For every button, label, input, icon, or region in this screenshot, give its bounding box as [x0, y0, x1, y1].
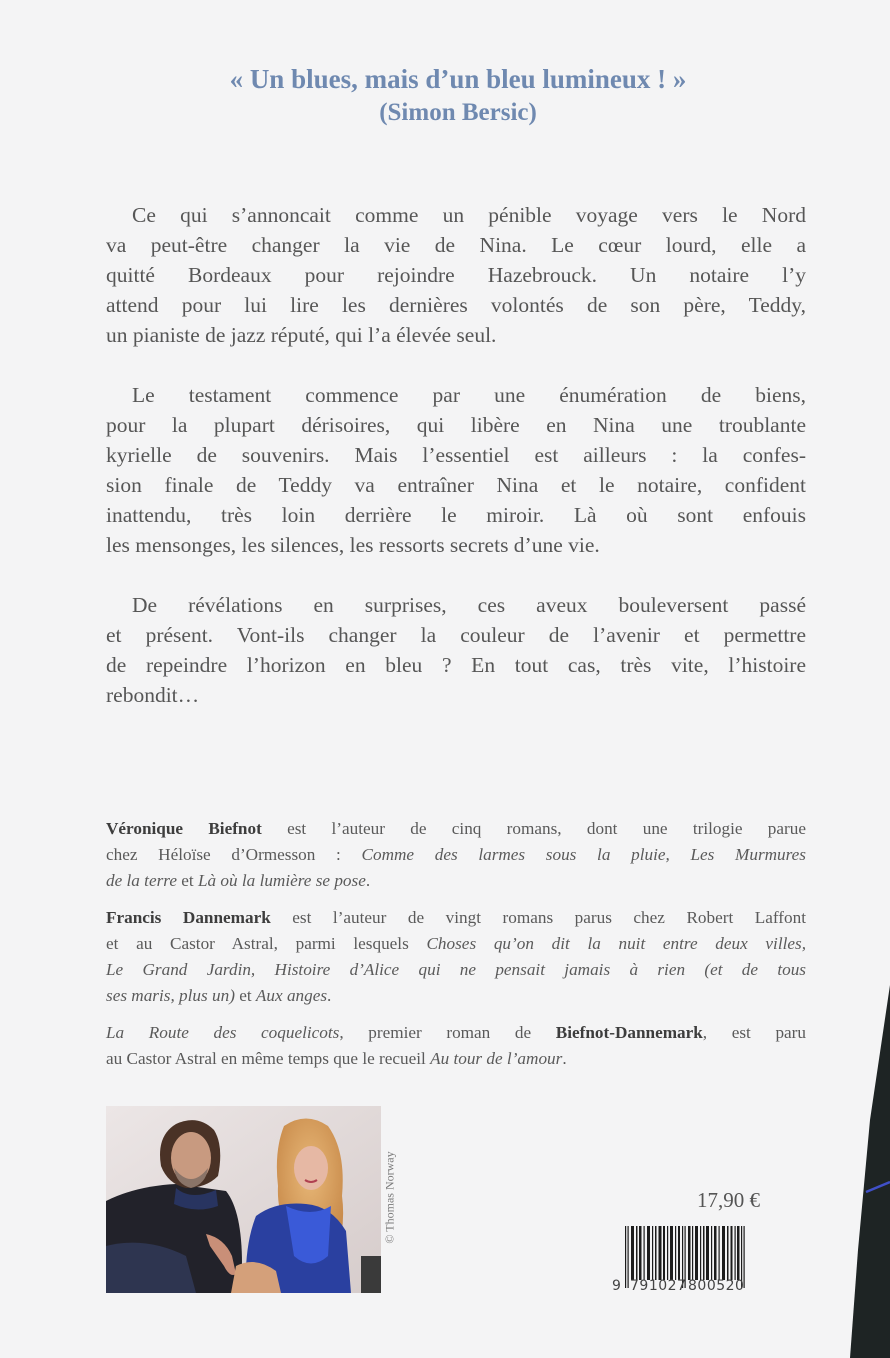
bio-text: . — [327, 986, 332, 1005]
author-name: Francis Dannemark — [106, 908, 271, 927]
book-title: de la terre — [106, 871, 177, 890]
text-line: De révélations en surprises, ces aveux bouleversent passé — [132, 593, 806, 617]
bio-text: . — [365, 871, 371, 890]
bio-text: , est paru — [702, 1023, 806, 1042]
text-line: sion finale de Teddy va entraîner Nina et le notaire, confident — [106, 473, 806, 497]
synopsis-paragraph-1 — [106, 200, 806, 350]
text-line: Le testament commence par une énumération de biens, — [132, 383, 806, 407]
text-line: rebondit… — [106, 683, 200, 707]
text-line: quitté Bordeaux pour rejoindre Hazebrouck. Un notaire l’y — [106, 263, 806, 287]
book-title: ses maris, plus un) — [106, 986, 235, 1005]
text-line: kyrielle de souvenirs. Mais l’essentiel est ailleurs : la confes- — [106, 443, 806, 467]
bio-text: et au Castor Astral, parmi lesquels — [106, 934, 427, 953]
book-title: Aux anges — [255, 986, 328, 1005]
barcode-group-1: 791027 — [630, 1278, 687, 1294]
authors-photo — [106, 1106, 381, 1293]
barcode-group-2: 800520 — [688, 1278, 745, 1294]
bio-text: est l’auteur de cinq romans, dont une trilogie parue — [261, 819, 806, 838]
book-title: Au tour de l’amour — [430, 1049, 563, 1068]
text-line: de repeindre l’horizon en bleu ? En tout cas, très vite, l’histoire — [106, 653, 806, 677]
text-line: pour la plupart dérisoires, qui libère en Nina une troublante — [106, 413, 806, 437]
book-title: Là où la lumière se pose — [197, 871, 366, 890]
book-title: Choses qu’on dit la nuit entre deux villes, — [426, 934, 806, 953]
author-name: Biefnot-Dannemark — [555, 1023, 703, 1042]
synopsis-paragraph-3 — [106, 590, 806, 710]
quote-attribution: (Simon Bersic) — [379, 99, 537, 126]
bio-dannemark — [106, 905, 806, 1009]
bio-text: au Castor Astral en même temps que le recueil — [106, 1049, 431, 1068]
photo-credit — [382, 1100, 400, 1300]
authors-photo-illustration — [106, 1106, 381, 1293]
quote-text: « Un blues, mais d’un bleu lumineux ! » — [229, 64, 687, 94]
bio-text: et — [234, 986, 256, 1005]
bio-text: est l’auteur de vingt romans parus chez Robert Laffont — [270, 908, 806, 927]
text-line: les mensonges, les silences, les ressorts secrets d’une vie. — [106, 533, 600, 557]
book-title: Comme des larmes sous la pluie, Les Murmures — [361, 845, 806, 864]
text-line: et présent. Vont-ils changer la couleur de l’avenir et permettre — [106, 623, 806, 647]
isbn-barcode — [612, 1226, 762, 1306]
synopsis — [106, 200, 806, 740]
photo-credit-text: © Thomas Norway — [382, 1151, 397, 1244]
text-line: inattendu, très loin derrière le miroir. Là où sont enfouis — [106, 503, 806, 527]
bio-biefnot — [106, 816, 806, 894]
text-line: un pianiste de jazz réputé, qui l’a élevée seul. — [106, 323, 497, 347]
price: 17,90 € — [697, 1188, 760, 1212]
bio-text: . — [562, 1049, 567, 1068]
book-title: Le Grand Jardin, Histoire d’Alice qui ne pensait jamais à rien (et de tous — [106, 960, 806, 979]
book-title: La Route des coquelicots — [106, 1023, 340, 1042]
bio-text: , premier roman de — [339, 1023, 556, 1042]
bio-joint — [106, 1020, 806, 1072]
author-name: Véronique Biefnot — [106, 819, 262, 838]
text-line: Ce qui s’annoncait comme un pénible voyage vers le Nord — [132, 203, 806, 227]
author-bios — [106, 816, 806, 1083]
text-line: va peut-être changer la vie de Nina. Le cœur lourd, elle a — [106, 233, 806, 257]
pull-quote — [0, 62, 890, 130]
synopsis-paragraph-2 — [106, 380, 806, 560]
bio-text: et — [176, 871, 198, 890]
barcode-first-digit: 9 — [612, 1278, 622, 1294]
text-line: attend pour lui lire les dernières volontés de son père, Teddy, — [106, 293, 806, 317]
bio-text: chez Héloïse d’Ormesson : — [106, 845, 362, 864]
